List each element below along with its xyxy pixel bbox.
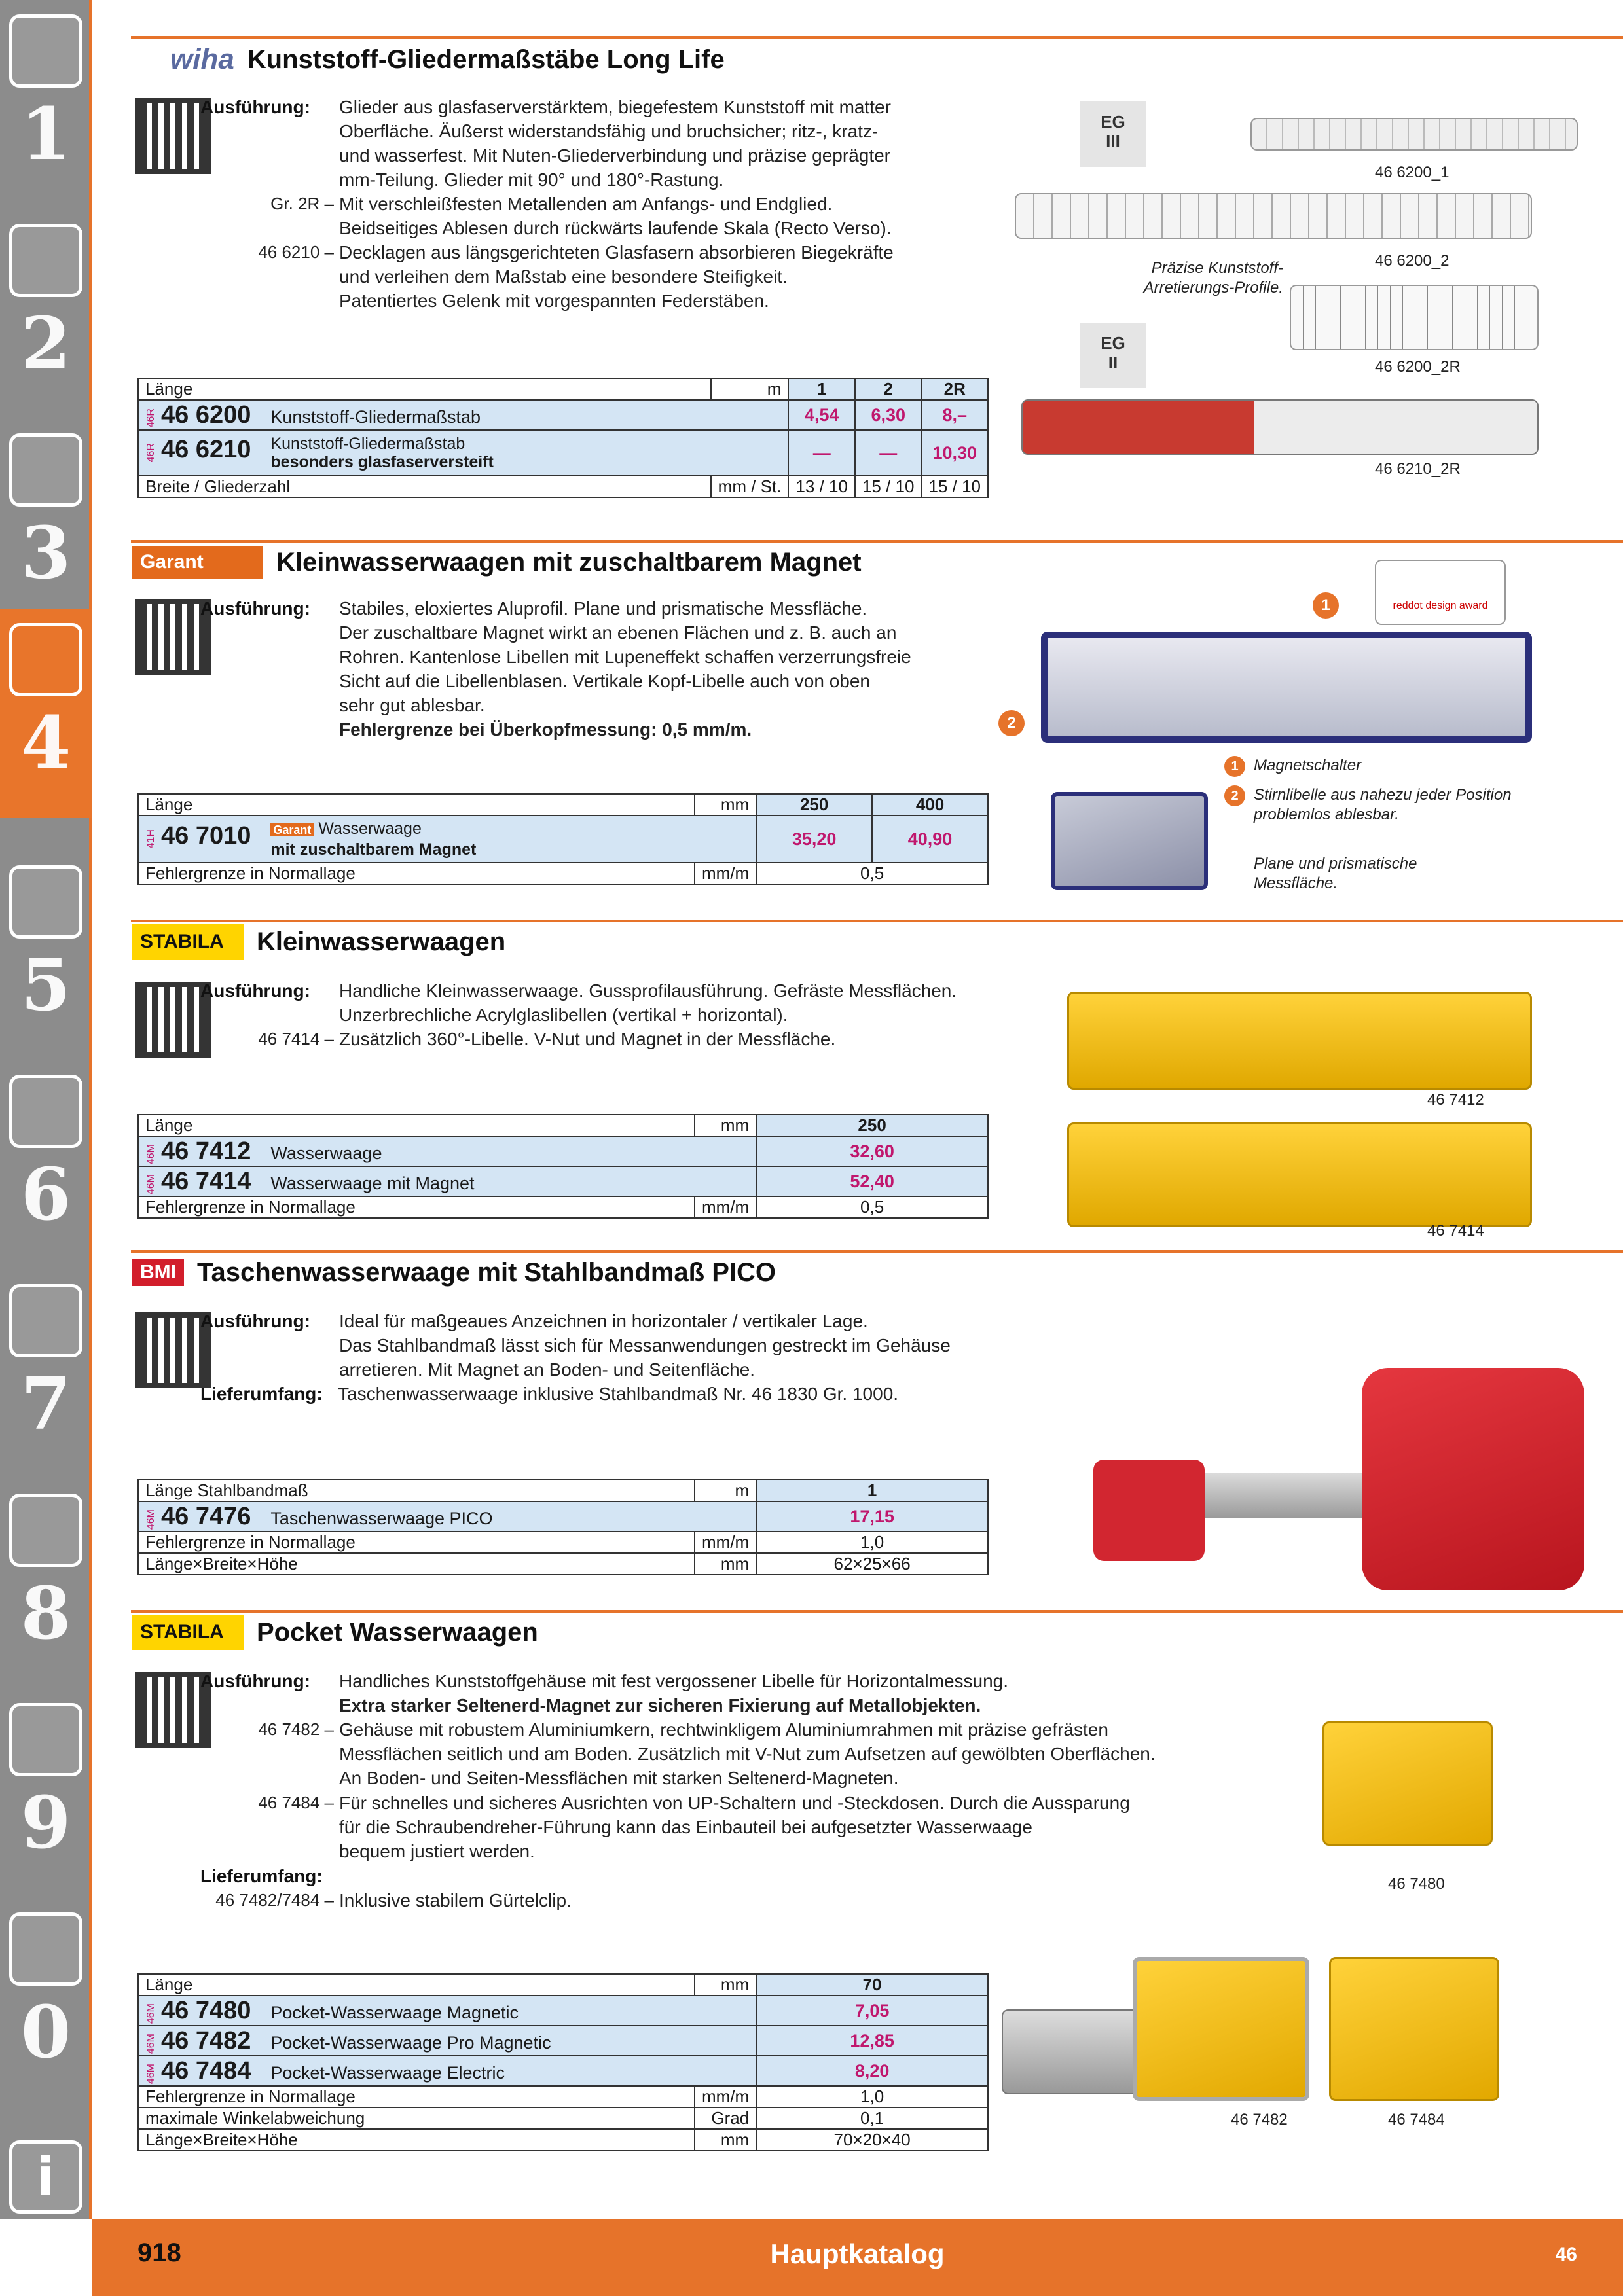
level-profile-image bbox=[1051, 792, 1208, 890]
brand-logo: BMI bbox=[132, 1259, 184, 1286]
spec-label: Ausführung: bbox=[200, 980, 310, 1001]
price-table: Länge mm 70 46M 46 7480 Pocket-Wasserwaage Magnetic 7,05 46M 46 7482 Pocket-Wasserwaage Pro Magnetic 12,85 46M 46 7484 Pocket-Wasserwaage Electric 8,20 Fehlergrenze in Normallage mm/m 1,0 maximale Winkelabweichung Grad 0,1 Länge×Breite×Höhe mm 70×20×40 bbox=[137, 1973, 989, 2151]
section-bmi-pico bbox=[131, 1250, 1623, 1610]
cabinet-icon bbox=[9, 1703, 82, 1776]
spec-text: Glieder aus glasfaserverstärktem, biegefestem Kunststoff mit matter Oberfläche. Äußerst widerstandsfähig und bruchsicher; ritz-, kratz- und wasserfest. Mit Nuten-Gliederverbindung und präzise geprägter mm-Teilung. Glieder mit 90° und 180°-Rastung. bbox=[339, 97, 891, 190]
variant-code: 46 7414 – bbox=[258, 1029, 334, 1049]
chapter-tab-3[interactable] bbox=[0, 419, 92, 628]
qr-code[interactable] bbox=[135, 1312, 211, 1388]
chapter-tab-5[interactable] bbox=[0, 851, 92, 1060]
chapter-number: 0 bbox=[20, 1990, 71, 2074]
spec-label: Ausführung: bbox=[200, 97, 310, 117]
chapter-number: 1 bbox=[20, 92, 71, 176]
spec-text: Inklusive stabilem Gürtelclip. bbox=[339, 1890, 572, 1910]
spec-text: Decklagen aus längsgerichteten Glasfasern absorbieren Biegekräfte und verleihen dem Maßstab eine besondere Steifigkeit. Patentiertes Gelenk mit vorgespannten Federstäben. bbox=[339, 242, 894, 311]
pico-level-image bbox=[1093, 1460, 1205, 1561]
spec-text: Zusätzlich 360°-Libelle. V-Nut und Magnet in der Messfläche. bbox=[339, 1029, 836, 1049]
section-title: Pocket Wasserwaagen bbox=[257, 1617, 538, 1647]
image-note: Präzise Kunststoff- Arretierungs-Profile. bbox=[1143, 259, 1283, 296]
chapter-number: 4 bbox=[20, 700, 71, 785]
pliers-icon bbox=[9, 1284, 82, 1357]
cutting-insert-icon bbox=[9, 224, 82, 297]
chuck-icon bbox=[9, 433, 82, 507]
folding-rule-image bbox=[1015, 193, 1532, 239]
image-caption: 46 7484 bbox=[1388, 2111, 1445, 2128]
spirit-level-image bbox=[1067, 992, 1532, 1090]
image-caption: 46 6200_1 bbox=[1375, 164, 1450, 181]
variant-code: 46 7482/7484 – bbox=[215, 1890, 334, 1910]
chapter-tab-9[interactable] bbox=[0, 1689, 92, 1898]
qr-code[interactable] bbox=[135, 1672, 211, 1748]
image-caption: 46 7414 bbox=[1427, 1222, 1484, 1240]
table-row[interactable]: 46M 46 7414 Wasserwaage mit Magnet 52,40 bbox=[138, 1166, 988, 1196]
section-title: Taschenwasserwaage mit Stahlbandmaß PICO bbox=[197, 1257, 776, 1287]
grinding-disc-icon bbox=[9, 865, 82, 939]
spirit-level-image bbox=[1067, 1122, 1532, 1227]
chapter-number: 3 bbox=[20, 511, 71, 595]
brand-logo: wiha bbox=[170, 43, 234, 75]
image-caption: 46 7480 bbox=[1388, 1875, 1445, 1893]
chapter-number: 2 bbox=[20, 301, 71, 386]
chapter-number: 6 bbox=[20, 1152, 71, 1236]
spec-text: Gehäuse mit robustem Aluminiumkern, rechtwinkligem Aluminiumrahmen mit präzise gefrästen Messflächen seitlich und am Boden. Zusätzlich mit V-Nut zum Aufsetzen auf gewölbten Oberflächen. An Boden- und Seiten-Messflächen mit starken Seltenerd-Magneten. bbox=[339, 1719, 1156, 1788]
spec-label: Ausführung: bbox=[200, 598, 310, 619]
info-icon: i bbox=[9, 2140, 82, 2214]
qr-code[interactable] bbox=[135, 982, 211, 1058]
spec-text: Handliche Kleinwasserwaage. Gussprofilausführung. Gefräste Messflächen. Unzerbrechliche Acrylglaslibellen (vertikal + horizontal). bbox=[339, 980, 957, 1025]
table-row[interactable]: 46M 46 7480 Pocket-Wasserwaage Magnetic 7,05 bbox=[138, 1996, 988, 2026]
table-row[interactable]: 46M 46 7476 Taschenwasserwaage PICO 17,15 bbox=[138, 1501, 988, 1532]
energy-class-badge: EG II bbox=[1080, 323, 1146, 388]
callout-badge: 2 bbox=[998, 710, 1025, 736]
price-table: Länge mm 250 400 41H 46 7010 Garant Wasserwaage mit zuschaltbarem Magnet 35,20 40,90 Fehlergrenze in Normallage mm/m 0,5 bbox=[137, 793, 989, 885]
callout-badge: 1 bbox=[1313, 592, 1339, 619]
image-note: Plane und prismatische Messfläche. bbox=[1254, 855, 1417, 892]
pico-level-image bbox=[1362, 1368, 1584, 1590]
callout-badge: 2 bbox=[1224, 785, 1245, 806]
section-number: 46 bbox=[1555, 2244, 1577, 2265]
price-table: Länge Stahlbandmaß m 1 46M 46 7476 Taschenwasserwaage PICO 17,15 Fehlergrenze in Normallage mm/m 1,0 Länge×Breite×Höhe mm 62×25×66 bbox=[137, 1479, 989, 1575]
catalog-title: Hauptkatalog bbox=[770, 2238, 945, 2269]
chapter-tab-info[interactable] bbox=[0, 2121, 92, 2219]
image-caption: 46 6200_2 bbox=[1375, 252, 1450, 270]
variant-code: 46 7482 – bbox=[258, 1719, 334, 1739]
safety-glasses-icon bbox=[9, 1912, 82, 1986]
variant-code: Gr. 2R – bbox=[270, 194, 334, 213]
qr-code[interactable] bbox=[135, 599, 211, 675]
pocket-level-image bbox=[1322, 1721, 1493, 1846]
chapter-number: 7 bbox=[20, 1361, 71, 1446]
spec-label: Ausführung: bbox=[200, 1311, 310, 1331]
chapter-tab-1[interactable] bbox=[0, 0, 92, 209]
award-badge: reddot design award bbox=[1375, 560, 1506, 625]
spec-text: Handliches Kunststoffgehäuse mit fest vergossener Libelle für Horizontalmessung. Extra starker Seltenerd-Magnet zur sicheren Fixierung auf Metallobjekten. bbox=[339, 1671, 1009, 1715]
image-note: Magnetschalter bbox=[1254, 757, 1362, 774]
spirit-level-image bbox=[1041, 632, 1532, 743]
table-row[interactable]: 41H 46 7010 Garant Wasserwaage mit zuschaltbarem Magnet 35,20 40,90 bbox=[138, 816, 988, 863]
section-stabila-pocket-levels bbox=[131, 1610, 1623, 2219]
section-divider bbox=[131, 36, 1623, 39]
spec-text: Mit verschleißfesten Metallenden am Anfangs- und Endglied. Beidseitiges Ablesen durch rückwärts laufende Skala (Recto Verso). bbox=[339, 194, 892, 238]
table-row[interactable]: 46M 46 7484 Pocket-Wasserwaage Electric 8,20 bbox=[138, 2056, 988, 2086]
pocket-level-image bbox=[1329, 1957, 1499, 2101]
chapter-tab-6[interactable] bbox=[0, 1060, 92, 1270]
price-table: Länge mm 250 46M 46 7412 Wasserwaage 32,60 46M 46 7414 Wasserwaage mit Magnet 52,40 Fehlergrenze in Normallage mm/m 0,5 bbox=[137, 1114, 989, 1219]
folding-rule-image bbox=[1290, 285, 1539, 350]
spec-text: Für schnelles und sicheres Ausrichten von UP-Schaltern und -Steckdosen. Durch die Aussparung für die Schraubendreher-Führung kann das Einbauteil bei aufgesetzter Wasserwaage bequem justiert werden. bbox=[339, 1793, 1130, 1861]
spec-label: Ausführung: bbox=[200, 1671, 310, 1691]
aluminium-frame-image bbox=[1002, 2009, 1139, 2094]
table-row[interactable]: 46R 46 6200 Kunststoff-Gliedermaßstab 4,54 6,30 8,– bbox=[138, 400, 988, 430]
spec-text: Ideal für maßgeaues Anzeichnen in horizontaler / vertikaler Lage. Das Stahlbandmaß lässt sich für Messanwendungen gestreckt im Gehäuse arretieren. Mit Magnet an Boden- und Seitenfläche. bbox=[339, 1311, 951, 1380]
brand-logo: STABILA bbox=[132, 1615, 244, 1650]
brand-logo: STABILA bbox=[132, 924, 244, 960]
chapter-tab-2[interactable] bbox=[0, 209, 92, 419]
chapter-number: 8 bbox=[20, 1571, 71, 1655]
image-caption: 46 7482 bbox=[1231, 2111, 1288, 2128]
folding-rule-image bbox=[1021, 399, 1539, 455]
table-row[interactable]: 46R 46 6210 Kunststoff-Gliedermaßstab besonders glasfaserversteift — — 10,30 bbox=[138, 430, 988, 476]
section-wiha-folding-rules bbox=[131, 36, 1623, 540]
chapter-tab-0[interactable] bbox=[0, 1898, 92, 2108]
spec-label: Lieferumfang: bbox=[200, 1866, 323, 1886]
section-title: Kleinwasserwaagen bbox=[257, 927, 506, 956]
chapter-tab-4[interactable] bbox=[0, 609, 92, 818]
page-footer bbox=[92, 2219, 1623, 2296]
energy-class-badge: EG III bbox=[1080, 101, 1146, 167]
chapter-tab-7[interactable] bbox=[0, 1270, 92, 1479]
section-stabila-small-levels bbox=[131, 920, 1623, 1250]
image-note: Stirnlibelle aus nahezu jeder Position problemlos ablesbar. bbox=[1254, 786, 1512, 823]
drill-bit-icon bbox=[9, 14, 82, 88]
chapter-number: 9 bbox=[20, 1780, 71, 1865]
chapter-tab-8[interactable] bbox=[0, 1479, 92, 1689]
qr-code[interactable] bbox=[135, 98, 211, 174]
variant-code: 46 6210 – bbox=[258, 242, 334, 262]
spec-text: Stabiles, eloxiertes Aluprofil. Plane und prismatische Messfläche. Der zuschaltbare Magnet wirkt an ebenen Flächen und z. B. auch an Rohren. Kantenlose Libellen mit Lupeneffekt schaffen verzerrungsfreie Sicht auf die Libellenblasen. Vertikale Kopf-Libelle auch von oben sehr gut ablesbar. Fehlergrenze bei Überkopfmessung: 0,5 mm/m. bbox=[339, 598, 911, 740]
spec-text: Taschenwasserwaage inklusive Stahlbandmaß Nr. 46 1830 Gr. 1000. bbox=[338, 1384, 899, 1404]
section-title: Kleinwasserwaagen mit zuschaltbarem Magnet bbox=[276, 547, 862, 577]
wrench-icon bbox=[9, 1075, 82, 1148]
caliper-icon bbox=[9, 623, 82, 696]
table-row[interactable]: 46M 46 7412 Wasserwaage 32,60 bbox=[138, 1136, 988, 1166]
callout-badge: 1 bbox=[1224, 756, 1245, 777]
table-row[interactable]: 46M 46 7482 Pocket-Wasserwaage Pro Magnetic 12,85 bbox=[138, 2026, 988, 2056]
chapter-rail bbox=[0, 0, 92, 2219]
price-table: Länge m 1 2 2R 46R 46 6200 Kunststoff-Gliedermaßstab 4,54 6,30 8,– 46R 46 6210 Kunststoff-Gliedermaßstab besonders glasfaserversteift — — 10,30 Breite / Gliederzahl mm / St. 13 / 10 15 / 10 15 / 10 bbox=[137, 378, 989, 498]
pocket-level-image bbox=[1133, 1957, 1309, 2101]
page-number: 918 bbox=[137, 2238, 181, 2267]
image-caption: 46 6200_2R bbox=[1375, 358, 1461, 376]
image-caption: 46 6210_2R bbox=[1375, 460, 1461, 478]
folding-rule-image bbox=[1250, 118, 1578, 151]
spec-label: Lieferumfang: bbox=[200, 1384, 323, 1404]
chapter-number: 5 bbox=[20, 942, 71, 1027]
toolbox-icon bbox=[9, 1494, 82, 1567]
variant-code: 46 7484 – bbox=[258, 1793, 334, 1812]
brand-logo: Garant bbox=[132, 546, 263, 579]
section-title: Kunststoff-Gliedermaßstäbe Long Life bbox=[247, 45, 725, 74]
image-caption: 46 7412 bbox=[1427, 1091, 1484, 1109]
section-garant-levels bbox=[131, 540, 1623, 920]
